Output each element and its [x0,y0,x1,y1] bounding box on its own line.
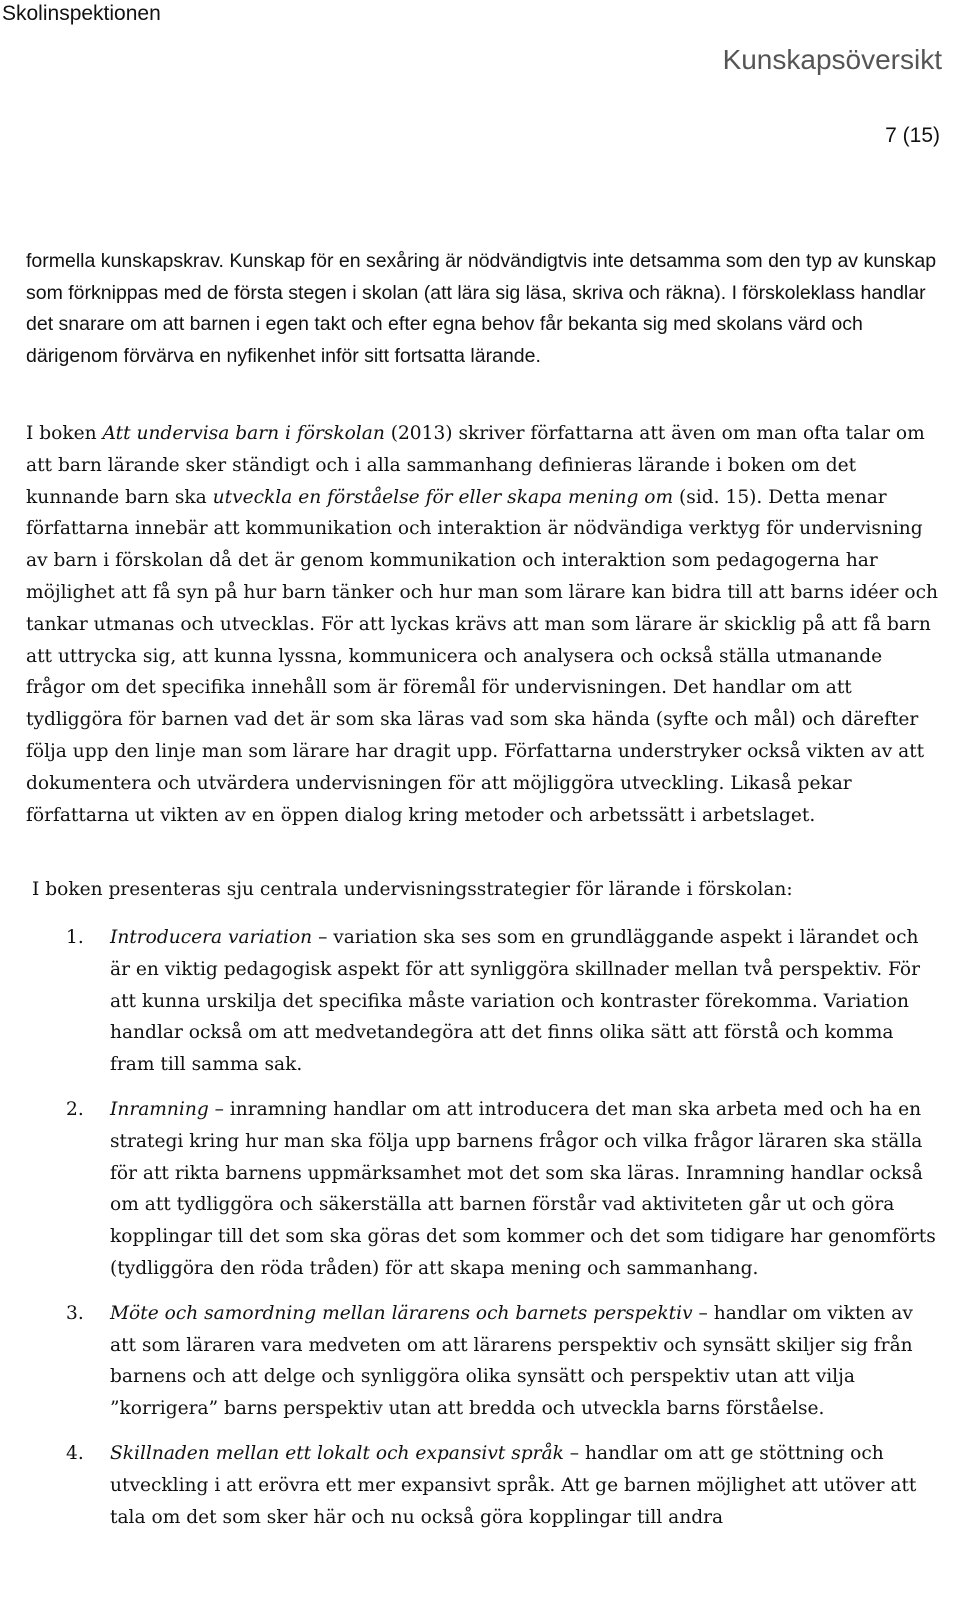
strategy-text: – handlar om vikten av att som läraren vara medveten om att lärarens perspektiv och synsätt skiljer sig från barnens och att delge och synliggöra olika synsätt och perspektiv utan att vilja ”korrigera” barns perspektiv utan att bredda och utveckla barns förståelse. [110,1302,913,1420]
paragraph-book-summary [26,418,944,831]
list-number: 2. [66,1098,84,1120]
list-number: 3. [66,1302,84,1324]
strategy-title: Möte och samordning mellan lärarens och barnets perspektiv [110,1302,693,1324]
list-number: 4. [66,1442,84,1464]
strategy-text: – handlar om att ge stöttning och utveckling i att erövra ett mer expansivt språk. Att ge barnen möjlighet att utöver att tala om det som sker här och nu också göra kopplingar till andra [110,1442,917,1528]
list-item [0,1438,940,1533]
book-title: Att undervisa barn i förskolan [102,423,385,444]
text-run: I boken [26,423,103,444]
strategies-list [0,922,960,1546]
document-title: Kunskapsöversikt [722,44,942,75]
list-number: 1. [66,927,84,948]
page-number: 7 (15) [885,124,940,147]
org-name: Skolinspektionen [2,2,161,25]
learning-definition: utveckla en förståelse för eller skapa mening om [212,486,674,508]
text-run: (sid. 15). Detta menar författarna innebär att kommunikation och interaktion är nödvändiga verktyg för undervisning av barn i förskolan då det är genom kommunikation och interaktion som pedagogerna har möjlighet att få syn på hur barn tänker och hur man som lärare kan bidra till att barns idéer och tankar utmanas och utvecklas. För att lyckas krävs att man som lärare är skicklig på att få barn att uttrycka sig, att kunna lyssna, kommunicera och analysera och också ställa utmanande frågor om det specifika innehåll som är föremål för undervisningen. Det handlar om att tydliggöra för barnen vad det är som ska läras vad som ska hända (syfte och mål) och därefter följa upp den linje man som lärare har dragit upp. Författarna understryker också vikten av att dokumentera och utvärdera undervisningen för att möjliggöra utveckling. Likaså pekar författarna ut vikten av en öppen dialog kring metoder och arbetssätt i arbetslaget. [26,486,939,826]
strategy-title: Skillnaden mellan ett lokalt och expansivt språk [110,1442,564,1464]
strategies-intro: I boken presenteras sju centrala undervisningsstrategier för lärande i förskolan: [32,879,793,900]
strategy-text: – variation ska ses som en grundläggande aspekt i lärandet och är en viktig pedagogisk aspekt för att synliggöra skillnader mellan två perspektiv. För att kunna urskilja det specifika måste variation och kontraster förekomma. Variation handlar också om att medvetandegöra att det finns olika sätt att förstå och komma fram till samma sak. [110,927,920,1076]
list-item [0,1298,940,1425]
strategy-text: – inramning handlar om att introducera det man ska arbeta med och ha en strategi kring hur man ska följa upp barnens frågor och vilka frågor läraren ska ställa för att rikta barnens uppmärksamhet mot det som ska läras. Inramning handlar också om att tydliggöra och säkerställa att barnen förstår vad aktiviteten går ut och göra kopplingar till det som ska göras det som kommer och det som tidigare har genomförts (tydliggöra den röda tråden) för att skapa mening och sammanhang. [110,1098,936,1279]
strategy-title: Introducera variation [110,927,313,948]
strategy-title: Inramning [110,1098,209,1120]
list-item [0,1094,940,1285]
text-run: (2013) skriver författarna att även om man ofta talar om att barn lärande sker ständigt och i alla sammanhang definieras lärande i boken om det kunnande barn ska [26,423,925,508]
paragraph-intro-continuation: formella kunskapskrav. Kunskap för en sexåring är nödvändigtvis inte detsamma som den typ av kunskap som förknippas med de första stegen i skolan (att lära sig läsa, skriva och räkna). I förskoleklass handlar det snarare om att barnen i egen takt och efter egna behov får bekanta sig med skolans värd och därigenom förvärva en nyfikenhet inför sitt fortsatta lärande. [26,250,937,367]
list-item [0,922,940,1081]
